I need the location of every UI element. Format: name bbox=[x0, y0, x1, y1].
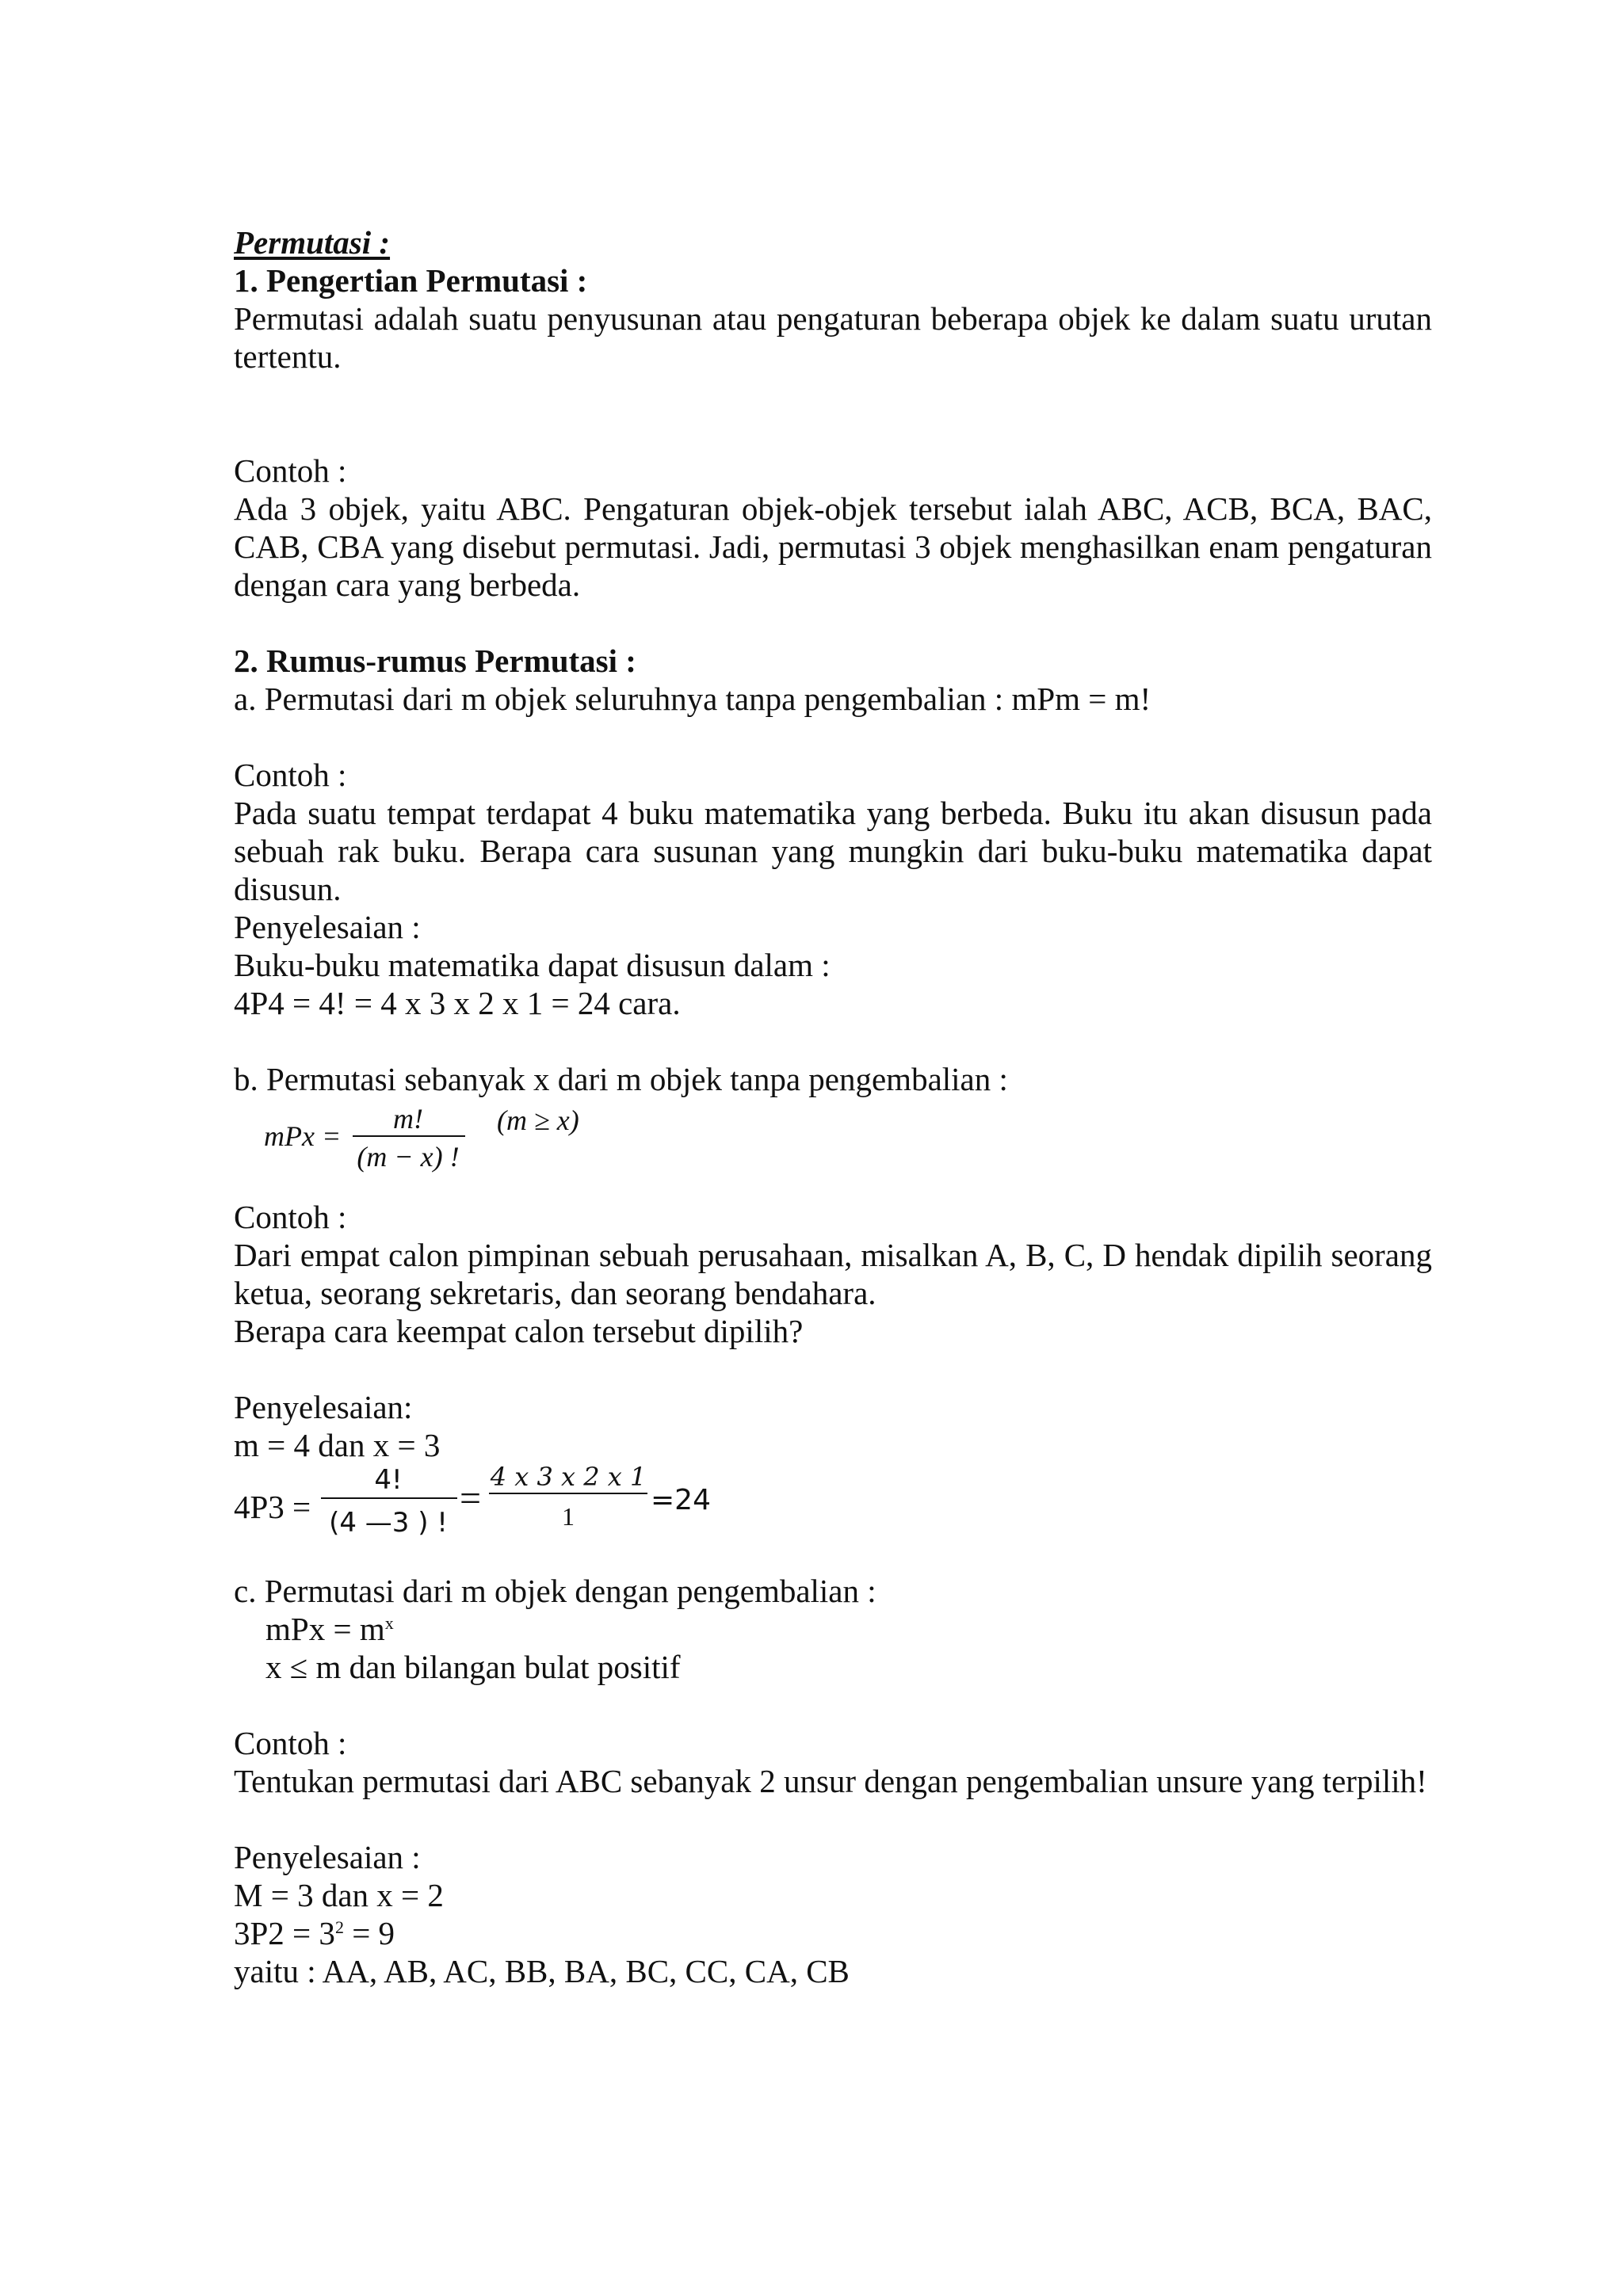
document-page bbox=[234, 223, 1432, 1990]
rule-a: a. Permutasi dari m objek seluruhnya tanpa pengembalian : mPm = m! bbox=[234, 681, 1151, 717]
example-label: Contoh : bbox=[234, 1199, 347, 1235]
solution-label: Penyelesaian: bbox=[234, 1389, 413, 1425]
solution-label: Penyelesaian : bbox=[234, 1839, 421, 1875]
rule-b: b. Permutasi sebanyak x dari m objek tanpa pengembalian : bbox=[234, 1061, 1008, 1097]
example-label: Contoh : bbox=[234, 1725, 347, 1761]
section-1-heading: 1. Pengertian Permutasi : bbox=[234, 262, 588, 299]
formula-numerator: m! bbox=[393, 1103, 423, 1135]
solution-line: yaitu : AA, AB, AC, BB, BA, BC, CC, CA, CB bbox=[234, 1953, 850, 1989]
example-paragraph: Tentukan permutasi dari ABC sebanyak 2 unsur dengan pengembalian unsure yang terpilih! bbox=[234, 1763, 1427, 1799]
solution-line: m = 4 dan x = 3 bbox=[234, 1427, 441, 1463]
solution-label: Penyelesaian : bbox=[234, 909, 421, 945]
example-label: Contoh : bbox=[234, 452, 347, 489]
formula-condition: x ≤ m dan bilangan bulat positif bbox=[265, 1649, 681, 1685]
solution-rest: = 9 bbox=[343, 1915, 395, 1951]
document-title: Permutasi : bbox=[234, 224, 391, 261]
definition-paragraph: Permutasi adalah suatu penyusunan atau pengaturan beberapa objek ke dalam suatu urutan tertentu. bbox=[234, 300, 1432, 375]
formula-condition: (m ≥ x) bbox=[497, 1104, 579, 1136]
example-label: Contoh : bbox=[234, 757, 347, 793]
example-paragraph: Dari empat calon pimpinan sebuah perusahaan, misalkan A, B, C, D hendak dipilih seorang ketua, seorang sekretaris, dan seorang bendahara. bbox=[234, 1237, 1432, 1311]
fraction-bar bbox=[489, 1493, 647, 1494]
formula-base: mPx = m bbox=[265, 1611, 385, 1647]
fraction-bar bbox=[353, 1135, 465, 1137]
formula-denominator: (m − x) ! bbox=[357, 1141, 460, 1173]
calc-numerator: 4! bbox=[374, 1464, 403, 1496]
calc-result: =24 bbox=[651, 1484, 711, 1516]
formula-b bbox=[234, 1101, 1432, 1177]
calc-lhs: 4P3 = bbox=[234, 1489, 311, 1525]
example-paragraph: Pada suatu tempat terdapat 4 buku matematika yang berbeda. Buku itu akan disusun pada sebuah rak buku. Berapa cara susunan yang mungkin dari buku-buku matematika dapat disusun. bbox=[234, 795, 1432, 907]
fraction-bar bbox=[321, 1497, 457, 1499]
calc-denominator: 1 bbox=[562, 1502, 575, 1531]
equals-sign: = bbox=[460, 1478, 482, 1520]
solution-base: 3P2 = 3 bbox=[234, 1915, 335, 1951]
formula-exponent: x bbox=[384, 1613, 394, 1633]
solution-line: Buku-buku matematika dapat disusun dalam : bbox=[234, 947, 831, 983]
calculation-4p3 bbox=[234, 1464, 1432, 1551]
formula-c bbox=[234, 1610, 1432, 1648]
calc-numerator: 4 x 3 x 2 x 1 bbox=[490, 1462, 647, 1492]
solution-line: M = 3 dan x = 2 bbox=[234, 1877, 444, 1913]
example-paragraph: Ada 3 objek, yaitu ABC. Pengaturan objek-objek tersebut ialah ABC, ACB, BCA, BAC, CAB, CBA yang disebut permutasi. Jadi, permutasi 3 objek menghasilkan enam pengaturan dengan cara yang berbeda. bbox=[234, 490, 1432, 603]
rule-c: c. Permutasi dari m objek dengan pengembalian : bbox=[234, 1573, 876, 1609]
solution-line: 4P4 = 4! = 4 x 3 x 2 x 1 = 24 cara. bbox=[234, 985, 681, 1021]
solution-line bbox=[234, 1914, 1432, 1952]
solution-exponent: 2 bbox=[334, 1917, 344, 1937]
formula-lhs: mPx = bbox=[264, 1120, 342, 1152]
example-question: Berapa cara keempat calon tersebut dipilih? bbox=[234, 1313, 804, 1349]
section-2-heading: 2. Rumus-rumus Permutasi : bbox=[234, 643, 636, 679]
calc-denominator: (4 —3 ) ! bbox=[329, 1507, 448, 1539]
